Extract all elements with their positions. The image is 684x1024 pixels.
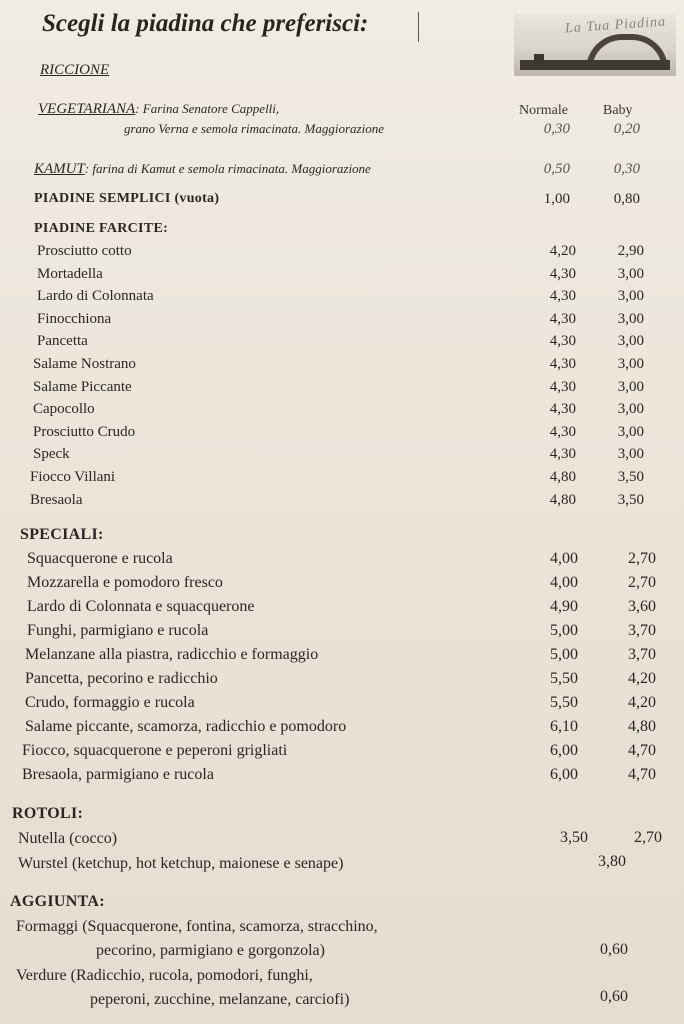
price-baby: 4,20 [628,670,656,687]
item-name: Fiocco, squacquerone e peperoni grigliati [22,742,288,759]
price-normale: 6,00 [550,742,578,759]
item-name: Speck [33,446,70,463]
price-normale: 5,00 [550,622,578,639]
item-name: Bresaola [30,491,83,508]
item-name: Pancetta, pecorino e radicchio [25,670,218,687]
col-baby-header: Baby [603,103,633,118]
vegetariana-desc2: grano Verna e semola rimacinata. Maggiorazione [124,121,384,136]
col-normale-header: Normale [519,103,568,118]
nutella-baby: 2,70 [634,829,662,846]
kamut-desc: : farina di Kamut e semola rimacinata. Maggiorazione [84,161,371,176]
price-normale: 4,30 [549,423,576,440]
price-baby: 3,70 [628,646,656,663]
item-name: Squacquerone e rucola [27,550,173,567]
price-normale: 5,50 [550,694,578,711]
semplici-normale: 1,00 [543,191,570,207]
verdure-line1: Verdure (Radicchio, rucola, pomodori, funghi, [16,967,313,984]
logo-window-icon [534,54,544,64]
kamut-normale: 0,50 [543,161,570,177]
price-baby: 3,00 [617,356,644,372]
price-baby: 2,70 [628,574,656,591]
price-normale: 4,30 [549,265,576,282]
price-normale: 4,20 [549,243,576,259]
price-baby: 4,70 [628,766,656,783]
price-baby: 3,00 [617,401,644,418]
speciali-heading: SPECIALI: [20,526,104,543]
kamut-line [34,160,371,178]
price-baby: 3,50 [617,491,644,508]
price-normale: 4,30 [549,310,576,327]
price-normale: 4,80 [549,491,576,508]
price-normale: 4,00 [550,550,578,567]
item-name: Capocollo [33,401,95,418]
item-name: Funghi, parmigiano e rucola [27,622,209,639]
item-name: Salame Piccante [33,378,132,395]
price-normale: 4,30 [549,288,576,305]
nutella-item: Nutella (cocco) [18,830,118,847]
price-normale: 5,50 [550,670,578,687]
item-name: Lardo di Colonnata [37,288,154,305]
item-name: Melanzane alla piastra, radicchio e formaggio [25,646,319,663]
item-name: Crudo, formaggio e rucola [25,694,195,711]
formaggi-line1: Formaggi (Squacquerone, fontina, scamorza, stracchino, [16,918,378,935]
price-normale: 4,30 [549,356,576,372]
wurstel-item: Wurstel (ketchup, hot ketchup, maionese e senape) [18,855,344,872]
shop-logo [514,14,676,76]
price-baby: 2,70 [628,550,656,567]
item-name: Fiocco Villani [30,469,116,485]
price-normale: 4,30 [549,333,576,350]
vegetariana-name: VEGETARIANA [38,101,136,117]
price-normale: 4,30 [549,446,576,463]
wurstel-price: 3,80 [598,853,626,870]
price-normale: 5,00 [550,646,578,663]
semplici-label: PIADINE SEMPLICI (vuota) [34,191,220,206]
price-baby: 3,00 [617,378,644,395]
rotoli-heading: ROTOLI: [12,805,84,822]
price-normale: 6,00 [550,766,578,783]
price-baby: 3,00 [617,423,644,440]
price-normale: 4,30 [549,378,576,395]
verdure-line2: peperoni, zucchine, melanzane, carciofi) [90,991,350,1008]
text-cursor [418,12,419,42]
price-normale: 6,10 [550,718,578,735]
item-name: Lardo di Colonnata e squacquerone [27,598,255,615]
price-normale: 4,00 [550,574,578,591]
item-name: Finocchiona [37,310,112,327]
formaggi-line2: pecorino, parmigiano e gorgonzola) [96,942,325,959]
price-baby: 4,70 [628,742,656,759]
item-name: Mozzarella e pomodoro fresco [27,574,223,591]
verdure-price: 0,60 [600,988,628,1005]
price-baby: 3,00 [617,265,644,282]
nutella-normale: 3,50 [560,829,588,846]
item-name: Bresaola, parmigiano e rucola [22,766,214,783]
vegetariana-desc1: : Farina Senatore Cappelli, [135,101,280,116]
semplici-baby: 0,80 [613,191,640,207]
price-baby: 3,70 [628,622,656,639]
price-baby: 2,90 [617,243,644,259]
item-name: Salame Nostrano [33,356,136,372]
price-baby: 3,50 [617,469,644,485]
riccione-heading: RICCIONE [40,62,110,78]
farcite-heading: PIADINE FARCITE: [34,221,169,236]
kamut-baby: 0,30 [613,161,640,177]
price-baby: 3,60 [628,598,656,615]
price-baby: 3,00 [617,333,644,350]
price-baby: 4,20 [628,694,656,711]
price-baby: 3,00 [617,446,644,463]
vegetariana-baby: 0,20 [613,121,640,137]
price-normale: 4,90 [550,598,578,615]
item-name: Pancetta [37,333,88,350]
item-name: Salame piccante, scamorza, radicchio e pomodoro [25,718,347,735]
item-name: Mortadella [37,265,103,282]
vegetariana-line1 [38,100,279,118]
logo-text: La Tua Piadina [564,14,667,37]
item-name: Prosciutto cotto [37,243,132,259]
formaggi-price: 0,60 [600,941,628,958]
price-baby: 3,00 [617,310,644,327]
item-name: Prosciutto Crudo [33,423,136,440]
price-normale: 4,80 [549,469,576,485]
price-baby: 3,00 [617,288,644,305]
price-baby: 4,80 [628,718,656,735]
price-normale: 4,30 [549,401,576,418]
aggiunta-heading: AGGIUNTA: [10,893,105,910]
vegetariana-normale: 0,30 [543,121,570,137]
menu-title: Scegli la piadina che preferisci: [42,10,369,37]
kamut-name: KAMUT [34,161,85,177]
